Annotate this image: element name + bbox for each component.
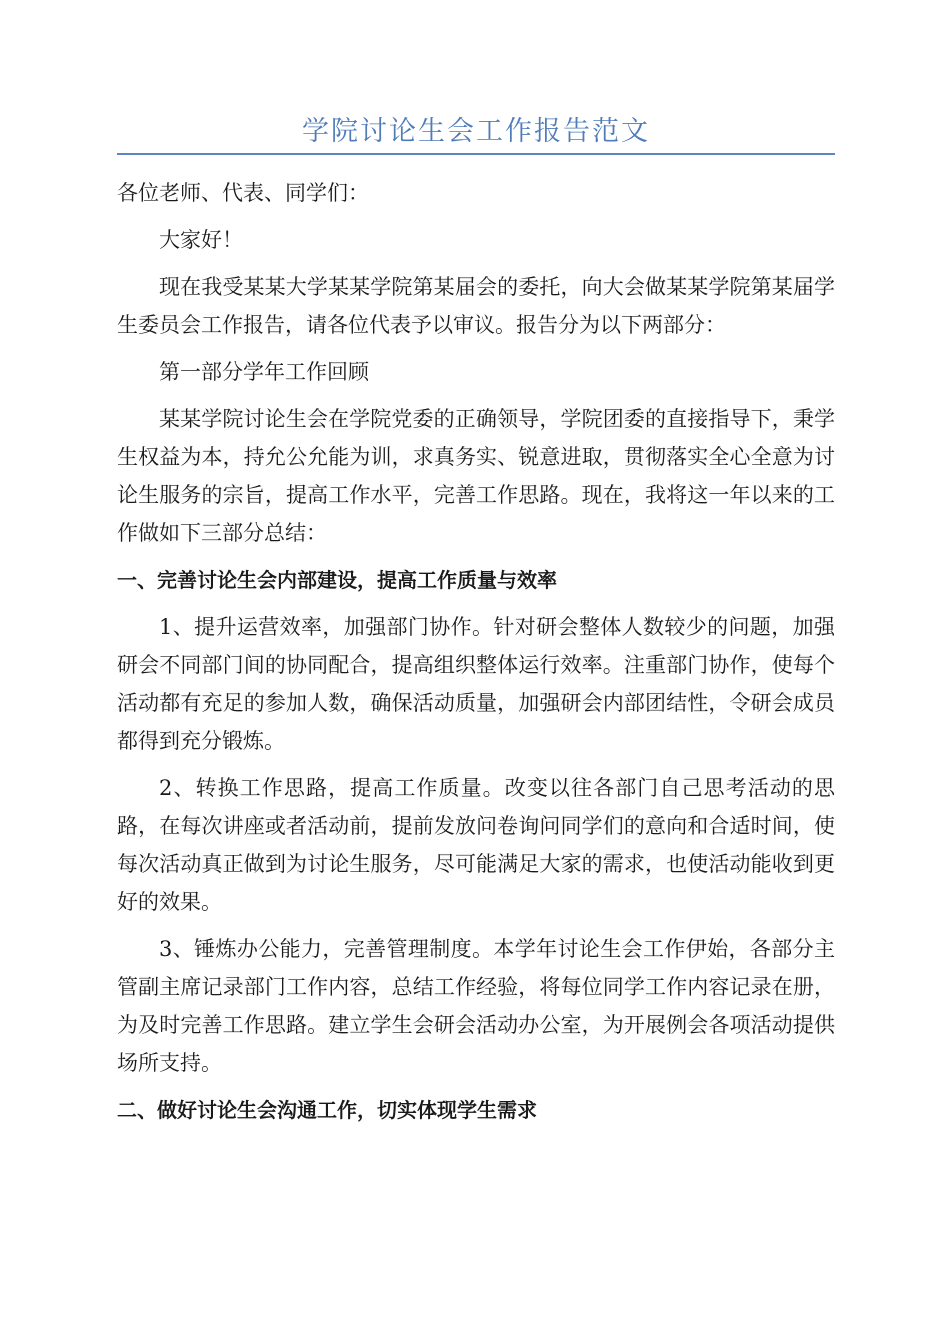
intro-paragraph: 现在我受某某大学某某学院第某届会的委托，向大会做某某学院第某届学生委员会工作报告，请各位代表予以审议。报告分为以下两部分： xyxy=(117,275,835,337)
section1-item: 1、提升运营效率，加强部门协作。针对研会整体人数较少的问题，加强研会不同部门间的协同配合，提高组织整体运行效率。注重部门协作，使每个活动都有充足的参加人数，确保活动质量，加强研会内部团结性，令研会成员都得到充分锻炼。 xyxy=(117,615,835,753)
title-underline xyxy=(117,153,835,155)
document-title: 学院讨论生会工作报告范文 xyxy=(302,116,650,147)
section2-heading: 二、做好讨论生会沟通工作，切实体现学生需求 xyxy=(117,1098,537,1122)
document-body xyxy=(117,174,835,1138)
part1-title: 第一部分学年工作回顾 xyxy=(159,360,369,384)
section1-item: 3、锤炼办公能力，完善管理制度。本学年讨论生会工作伊始，各部分主管副主席记录部门工作内容，总结工作经验，将每位同学工作内容记录在册，为及时完善工作思路。建立学生会研会活动办公室，为开展例会各项活动提供场所支持。 xyxy=(117,937,835,1075)
section1-heading: 一、完善讨论生会内部建设，提高工作质量与效率 xyxy=(117,568,557,592)
section1-item: 2、转换工作思路，提高工作质量。改变以往各部门自己思考活动的思路，在每次讲座或者活动前，提前发放问卷询问同学们的意向和合适时间，使每次活动真正做到为讨论生服务，尽可能满足大家的需求，也使活动能收到更好的效果。 xyxy=(117,776,835,914)
part1-intro-paragraph: 某某学院讨论生会在学院党委的正确领导，学院团委的直接指导下，秉学生权益为本，持允公允能为训，求真务实、锐意进取，贯彻落实全心全意为讨论生服务的宗旨，提高工作水平，完善工作思路。现在，我将这一年以来的工作做如下三部分总结： xyxy=(117,407,835,545)
salutation: 各位老师、代表、同学们： xyxy=(117,181,369,205)
greeting: 大家好！ xyxy=(159,228,243,252)
